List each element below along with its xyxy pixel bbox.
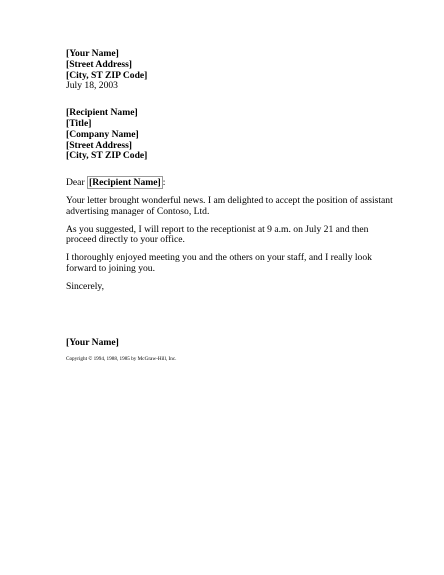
signature-name[interactable]: [Your Name] <box>66 336 119 348</box>
recipient-street[interactable]: [Street Address] <box>66 139 132 151</box>
salutation-recipient-name[interactable]: [Recipient Name] <box>89 177 161 189</box>
recipient-name[interactable]: [Recipient Name] <box>66 107 138 119</box>
recipient-city-state-zip[interactable]: [City, ST ZIP Code] <box>66 150 148 162</box>
salutation-prefix: Dear <box>66 177 88 189</box>
recipient-block <box>66 108 396 162</box>
letter-body <box>66 49 396 348</box>
sender-name[interactable]: [Your Name] <box>66 48 119 59</box>
salutation-suffix: : <box>162 177 166 189</box>
recipient-company[interactable]: [Company Name] <box>66 128 139 140</box>
body-paragraph-2: As you suggested, I will report to the receptionist at 9 a.m. on July 21 and then proceed directly to your office. <box>66 223 369 246</box>
recipient-title[interactable]: [Title] <box>66 117 92 129</box>
body-paragraph-3: I thoroughly enjoyed meeting you and the others on your staff, and I really look forward to joining you. <box>66 252 372 274</box>
letter-date: July 18, 2003 <box>66 80 118 92</box>
sender-street[interactable]: [Street Address] <box>66 58 132 70</box>
salutation <box>66 178 396 189</box>
body-paragraph-1: Your letter brought wonderful news. I am delighted to accept the position of assistant advertising manager of Contoso, Ltd. <box>66 194 393 217</box>
closing: Sincerely, <box>66 280 105 292</box>
copyright-notice: Copyright © 1994, 1988, 1985 by McGraw-Hill, Inc. <box>66 356 177 362</box>
sender-city-state-zip[interactable]: [City, ST ZIP Code] <box>66 69 148 81</box>
sender-block <box>66 49 396 92</box>
